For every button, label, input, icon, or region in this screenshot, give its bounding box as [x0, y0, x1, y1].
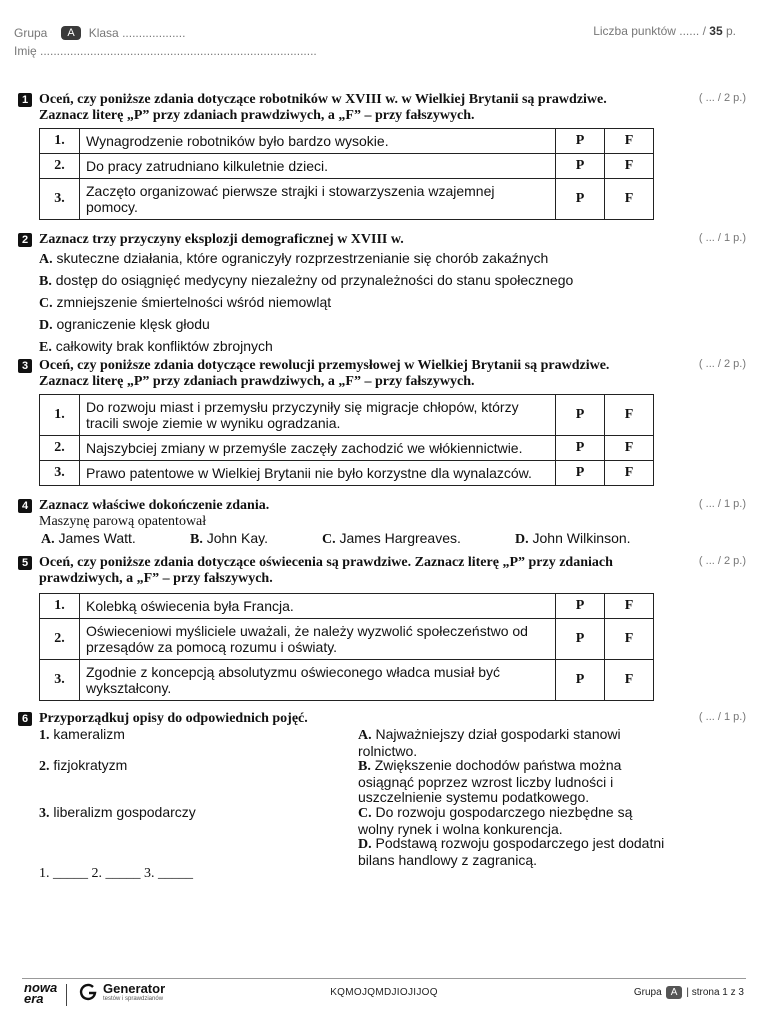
- table-row: 2. Oświeceniowi myśliciele uważali, że należy wyzwolić społeczeństwo od przesądów za pomocą rozumu i oświaty. P F: [40, 619, 654, 660]
- table-row: 2. Najszybciej zmiany w przemyśle zaczęły zachodzić we włókiennictwie. P F: [40, 436, 654, 461]
- task-number: 3: [18, 359, 32, 373]
- points-total: 35: [709, 24, 723, 38]
- task-points: ( ... / 2 p.): [698, 92, 746, 104]
- option[interactable]: A. James Watt.: [41, 530, 136, 547]
- answer-true[interactable]: P: [556, 461, 605, 486]
- description-item: C. Do rozwoju gospodarczego niezbędne są wolny rynek i wolna konkurencja.: [358, 804, 633, 837]
- task-number: 5: [18, 556, 32, 570]
- task-points: ( ... / 1 p.): [698, 498, 746, 510]
- answer-false[interactable]: F: [605, 461, 654, 486]
- name-label: Imię: [14, 44, 37, 58]
- table-row: 3. Zgodnie z koncepcją absolutyzmu oświeconego władca musiał być wykształcony. P F: [40, 660, 654, 701]
- group-badge: A: [666, 986, 683, 999]
- task-number: 1: [18, 93, 32, 107]
- class-label: Klasa: [88, 26, 119, 40]
- task-instruction: Oceń, czy poniższe zdania dotyczące rewolucji przemysłowej w Wielkiej Brytanii są prawdziwe. Zaznacz literę „P” przy zdaniach prawdziwych, a „F” – przy fałszywych.: [39, 358, 610, 389]
- answer-false[interactable]: F: [605, 129, 654, 154]
- answer-false[interactable]: F: [605, 395, 654, 436]
- task-number: 4: [18, 499, 32, 513]
- task-1: [18, 92, 754, 220]
- task-6: [18, 711, 754, 891]
- task-stem: Maszynę parową opatentował: [39, 514, 207, 529]
- option[interactable]: C. zmniejszenie śmiertelności wśród niemowląt: [39, 294, 332, 311]
- document-code: KQMOJQMDJIOJIJOQ: [330, 987, 438, 998]
- true-false-table: [39, 394, 654, 486]
- answer-false[interactable]: F: [605, 154, 654, 179]
- task-3: [18, 358, 754, 486]
- option[interactable]: B. John Kay.: [190, 530, 268, 547]
- options-row: [41, 530, 754, 548]
- term-item: 3. liberalizm gospodarczy: [39, 804, 196, 821]
- table-row: 3. Zaczęto organizować pierwsze strajki i stowarzyszenia wzajemnej pomocy. P F: [40, 179, 654, 220]
- task-instruction: Zaznacz właściwe dokończenie zdania.: [39, 498, 270, 513]
- answer-true[interactable]: P: [556, 594, 605, 619]
- task-points: ( ... / 1 p.): [698, 232, 746, 244]
- true-false-table: [39, 593, 654, 701]
- answer-false[interactable]: F: [605, 179, 654, 220]
- option[interactable]: C. James Hargreaves.: [322, 530, 461, 547]
- option[interactable]: B. dostęp do osiągnięć medycyny niezależny od przynależności do stanu społecznego: [39, 272, 574, 289]
- publisher-logo: nowa era: [24, 980, 58, 1006]
- description-item: B. Zwiększenie dochodów państwa można osiągnąć poprzez wzrost liczby ludności i uszczelnienie systemu podatkowego.: [358, 757, 622, 805]
- page-number: | strona 1 z 3: [686, 987, 744, 998]
- term-item: 1. kameralizm: [39, 726, 125, 743]
- option[interactable]: D. ograniczenie klęsk głodu: [39, 316, 210, 333]
- answer-true[interactable]: P: [556, 619, 605, 660]
- table-row: 1. Wynagrodzenie robotników było bardzo wysokie. P F: [40, 129, 654, 154]
- table-row: 1. Do rozwoju miast i przemysłu przyczyniły się migracje chłopów, którzy tracili swoje ziemie w wyniku ogradzania. P F: [40, 395, 654, 436]
- task-number: 2: [18, 233, 32, 247]
- name-field[interactable]: ...................................................................................: [40, 44, 317, 58]
- answer-false[interactable]: F: [605, 594, 654, 619]
- task-points: ( ... / 2 p.): [698, 358, 746, 370]
- option[interactable]: D. John Wilkinson.: [515, 530, 631, 547]
- task-instruction: Przyporządkuj opisy do odpowiednich pojęć.: [39, 711, 308, 726]
- term-item: 2. fizjokratyzm: [39, 757, 128, 774]
- task-points: ( ... / 2 p.): [698, 555, 746, 567]
- answer-false[interactable]: F: [605, 660, 654, 701]
- description-item: D. Podstawą rozwoju gospodarczego jest dodatni bilans handlowy z zagranicą.: [358, 835, 665, 868]
- description-item: A. Najważniejszy dział gospodarki stanowi rolnictwo.: [358, 726, 621, 759]
- task-instruction: Oceń, czy poniższe zdania dotyczące robotników w XVIII w. w Wielkiej Brytanii są prawdziwe. Zaznacz literę „P” przy zdaniach prawdziwych, a „F” – przy fałszywych.: [39, 92, 607, 123]
- task-number: 6: [18, 712, 32, 726]
- answer-line[interactable]: 1. _____ 2. _____ 3. _____: [39, 866, 193, 881]
- task-4: [18, 498, 754, 548]
- table-row: 3. Prawo patentowe w Wielkiej Brytanii nie było korzystne dla wynalazców. P F: [40, 461, 654, 486]
- answer-true[interactable]: P: [556, 395, 605, 436]
- generator-logo-subtitle: testów i sprawdzianów: [103, 996, 164, 1002]
- answer-true[interactable]: P: [556, 660, 605, 701]
- header: [14, 24, 317, 60]
- answer-true[interactable]: P: [556, 154, 605, 179]
- points-summary: Liczba punktów ...... / 35 p.: [593, 24, 736, 38]
- true-false-table: [39, 128, 654, 220]
- answer-true[interactable]: P: [556, 179, 605, 220]
- option[interactable]: E. całkowity brak konfliktów zbrojnych: [39, 338, 273, 355]
- page-info: Grupa A | strona 1 z 3: [633, 987, 744, 998]
- answer-false[interactable]: F: [605, 619, 654, 660]
- group-badge: A: [61, 26, 80, 40]
- table-row: 2. Do pracy zatrudniano kilkuletnie dzieci. P F: [40, 154, 654, 179]
- answer-true[interactable]: P: [556, 436, 605, 461]
- table-row: 1. Kolebką oświecenia była Francja. P F: [40, 594, 654, 619]
- option[interactable]: A. skuteczne działania, które ograniczyły rozprzestrzenianie się chorób zakaźnych: [39, 250, 549, 267]
- class-field[interactable]: ...................: [122, 26, 186, 40]
- group-label: Grupa: [14, 26, 48, 40]
- task-instruction: Zaznacz trzy przyczyny eksplozji demograficznej w XVIII w.: [39, 232, 404, 247]
- answer-true[interactable]: P: [556, 129, 605, 154]
- answer-false[interactable]: F: [605, 436, 654, 461]
- generator-logo-text: Generator: [103, 981, 166, 996]
- footer-divider: [22, 978, 746, 979]
- task-5: [18, 555, 754, 701]
- task-2: [18, 232, 754, 358]
- task-instruction: Oceń, czy poniższe zdania dotyczące oświecenia są prawdziwe. Zaznacz literę „P” przy zdaniach prawdziwych, a „F” – przy fałszywych.: [39, 555, 613, 586]
- task-points: ( ... / 1 p.): [698, 711, 746, 723]
